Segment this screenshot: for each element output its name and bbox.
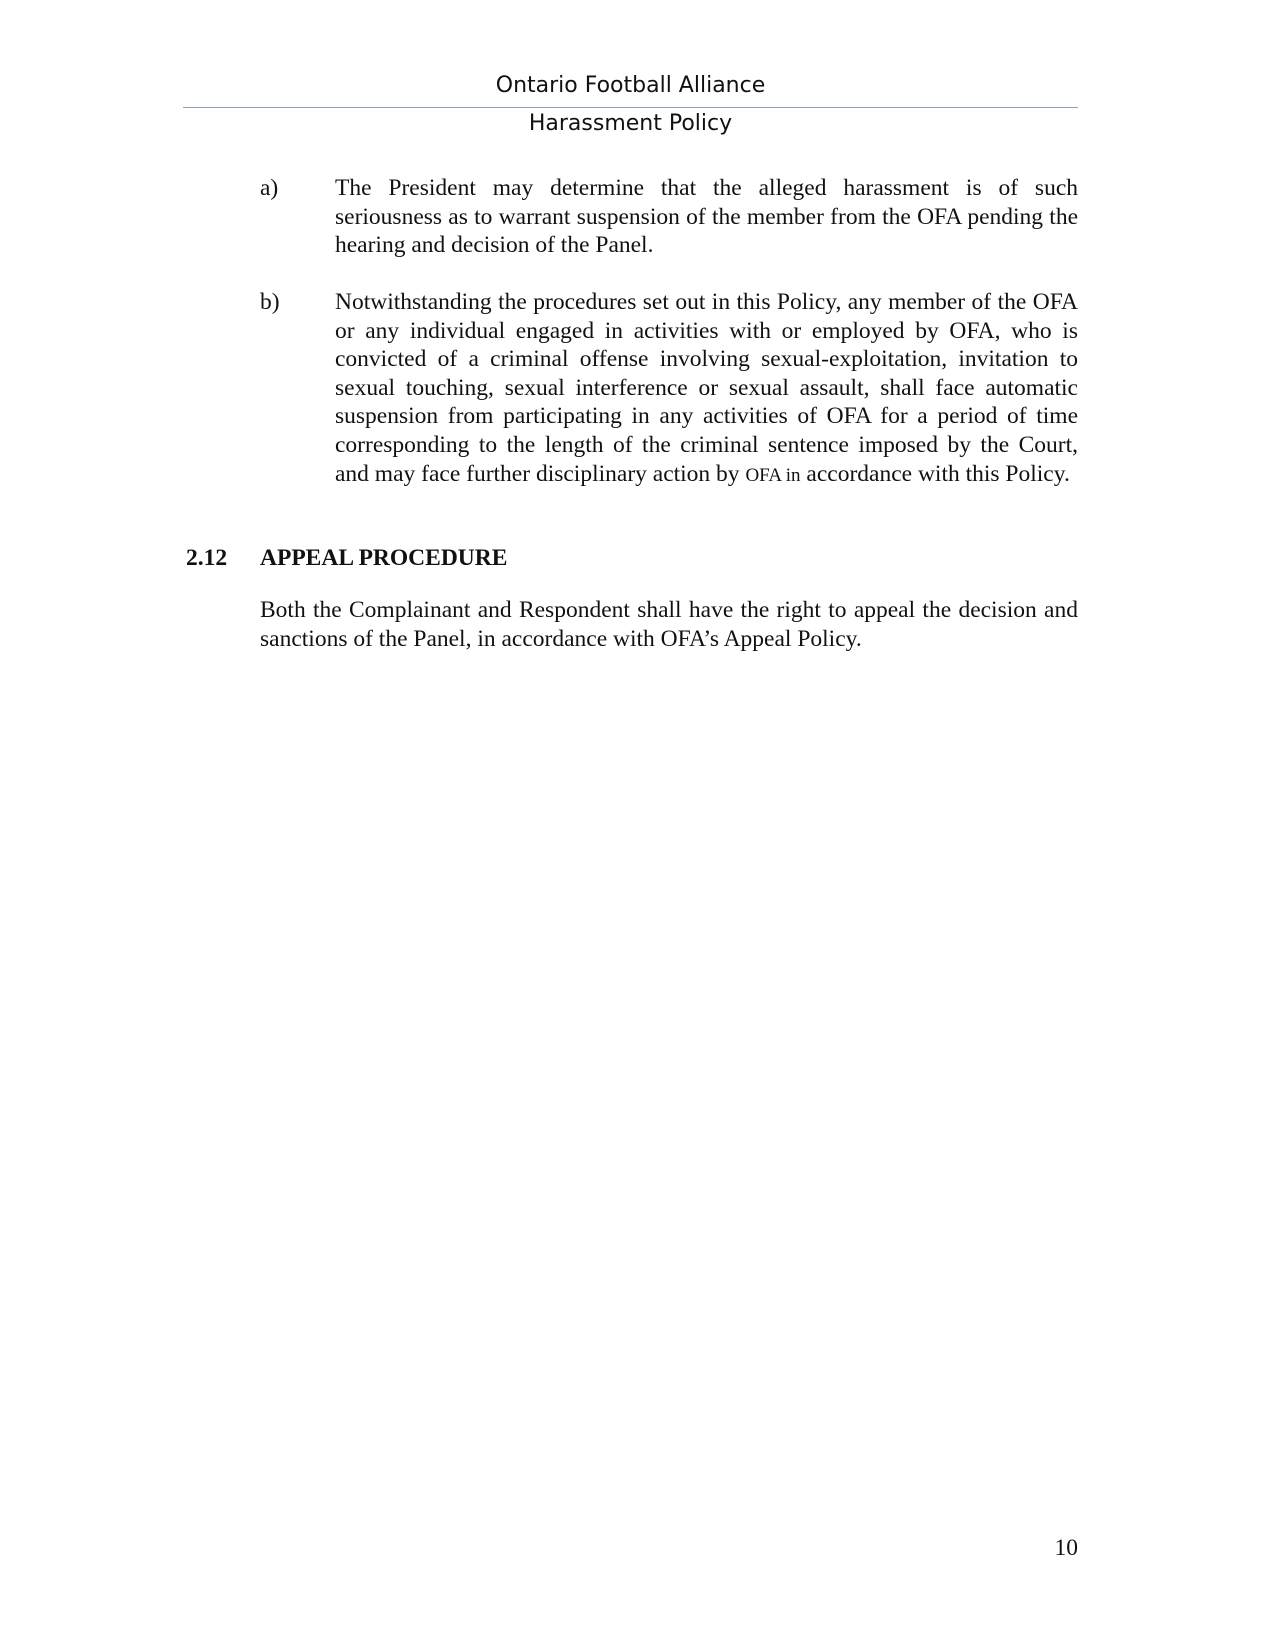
- section-heading: [186, 544, 507, 572]
- list-item-text-main: Notwithstanding the procedures set out in this Policy, any member of the OFA or any individual engaged in activities with or employed by OFA, who is convicted of a criminal offense involving sexual-exploitation, invitation to sexual touching, sexual interference or sexual assault, shall face automatic suspension from participating in any activities of OFA for a period of time corresponding to the length of the criminal sentence imposed by the Court, and may face further disciplinary action by: [335, 289, 1078, 487]
- header-divider: [183, 107, 1078, 108]
- section-number: 2.12: [186, 545, 228, 571]
- section-body: Both the Complainant and Respondent shall have the right to appeal the decision and sanctions of the Panel, in accordance with OFA’s Appeal Policy.: [260, 597, 1078, 652]
- header-document-title: Harassment Policy: [528, 111, 733, 136]
- list-item-text: [335, 288, 1078, 490]
- list-item-text: The President may determine that the alleged harassment is of such seriousness as to warrant suspension of the member from the OFA pending the hearing and decision of the Panel.: [335, 175, 1078, 259]
- header-organization: Ontario Football Alliance: [495, 73, 766, 98]
- page-number: 10: [1054, 1535, 1078, 1561]
- list-item-text-small: OFA in: [745, 464, 801, 486]
- list-item-label: b): [260, 289, 280, 315]
- list-item-label: a): [260, 175, 279, 201]
- list-item-b: [260, 288, 1078, 490]
- section-title: APPEAL PROCEDURE: [260, 545, 508, 571]
- list-item-text-end: accordance with this Policy.: [800, 460, 1070, 487]
- list-item-a: [260, 174, 1078, 260]
